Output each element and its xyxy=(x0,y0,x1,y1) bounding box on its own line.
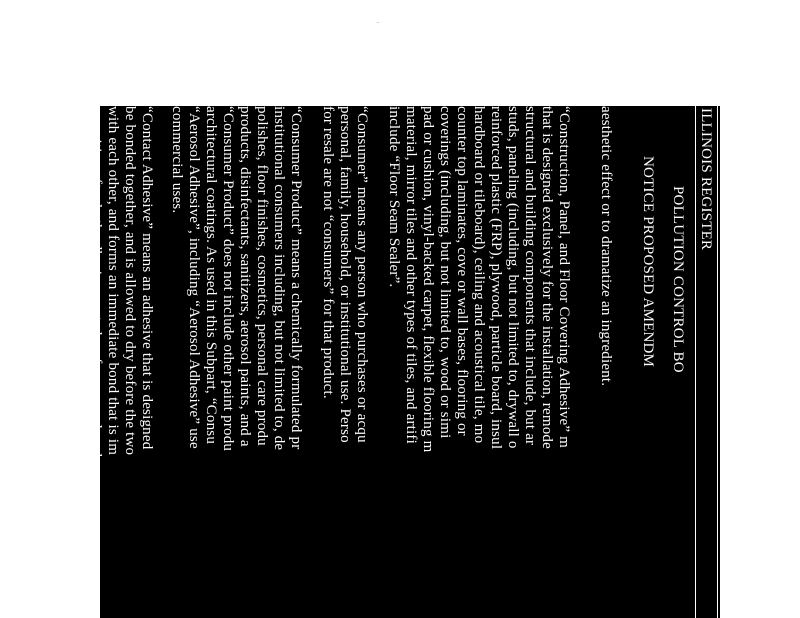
body-line: counter top laminates, cove or wall bases, flooring or xyxy=(454,106,470,436)
body-line: reinforced plastic (FRP), plywood, particle board, insul xyxy=(488,106,504,450)
body-line: “Consumer Product” does not include other paint produ xyxy=(220,106,236,452)
body-line: pad or cushion, vinyl-backed carpet, flexible flooring m xyxy=(420,106,436,453)
scanned-page xyxy=(3,106,720,618)
body-line: hardboard or tileboard), ceiling and acoustical tile, mo xyxy=(471,106,487,444)
body-line: does not need sustained pressure or clamping of surfaces xyxy=(71,106,87,458)
body-line: be bonded together, and is allowed to dry before the two xyxy=(122,106,138,456)
body-line: “Aerosol Adhesive”, including “Aerosol Adhesive” use xyxy=(186,106,202,449)
scan-speck xyxy=(377,22,379,23)
body-line: vulcanizing fluids that are designed and labeled for tire r xyxy=(3,106,19,458)
running-title: ILLINOIS REGISTER xyxy=(698,108,714,251)
body-line: studs, paneling (including, but not limited to, drywall o xyxy=(505,106,521,449)
body-line: that is designed exclusively for the installation, remode xyxy=(539,106,555,449)
body-line: “Consumer Product” means a chemically formulated pr xyxy=(288,106,304,450)
body-line: personal, family, household, or institutional use. Perso xyxy=(337,106,353,443)
body-line: primarily intended for use on paper substrates. “Contact xyxy=(20,106,36,453)
body-line: “Construction, Panel, and Floor Covering Adhesive” m xyxy=(556,106,572,449)
body-line: with each other, and forms an immediate bond that is im xyxy=(105,106,121,456)
body-line: structural and building components that include, but ar xyxy=(522,106,538,446)
body-line: “Contact Adhesive” means an adhesive that is designed xyxy=(139,106,155,450)
body-line: include “Floor Seam Sealer”. xyxy=(386,106,402,288)
body-line: material, mirror tiles and other types of tiles, and artifi xyxy=(403,106,419,444)
notice-line: NOTICE PROPOSED AMENDM xyxy=(640,156,656,368)
header-rule-top xyxy=(717,106,718,618)
body-line: coverings (including, but not limited to, wood or simi xyxy=(437,106,453,439)
rotated-page-text xyxy=(3,106,720,618)
body-line: “Consumer” means any person who purchases or acqu xyxy=(354,106,370,443)
agency-line: POLLUTION CONTROL BO xyxy=(670,186,686,373)
body-line: architectural coatings. As used in this Subpart, “Consu xyxy=(203,106,219,445)
body-line: for resale are not “consumers” for that product. xyxy=(320,106,336,399)
body-line: surfaces have been brought together using sufficient mo xyxy=(54,106,70,453)
body-line: institutional consumers including, but not limited to, de xyxy=(271,106,287,451)
header-rule-bottom xyxy=(695,106,696,618)
body-line: reposition after both adhesive-coated surfaces are placed xyxy=(88,106,104,458)
body-line: aesthetic effect or to dramatize an ingredient. xyxy=(598,106,614,387)
body-line: contact between both surfaces. The term does not includ xyxy=(37,106,53,455)
body-line: polishes, floor finishes, cosmetics, personal care produ xyxy=(254,106,270,446)
body-line: products, disinfectants, sanitizers, aerosol paints, and a xyxy=(237,106,253,447)
body-line: commercial uses. xyxy=(169,106,185,214)
